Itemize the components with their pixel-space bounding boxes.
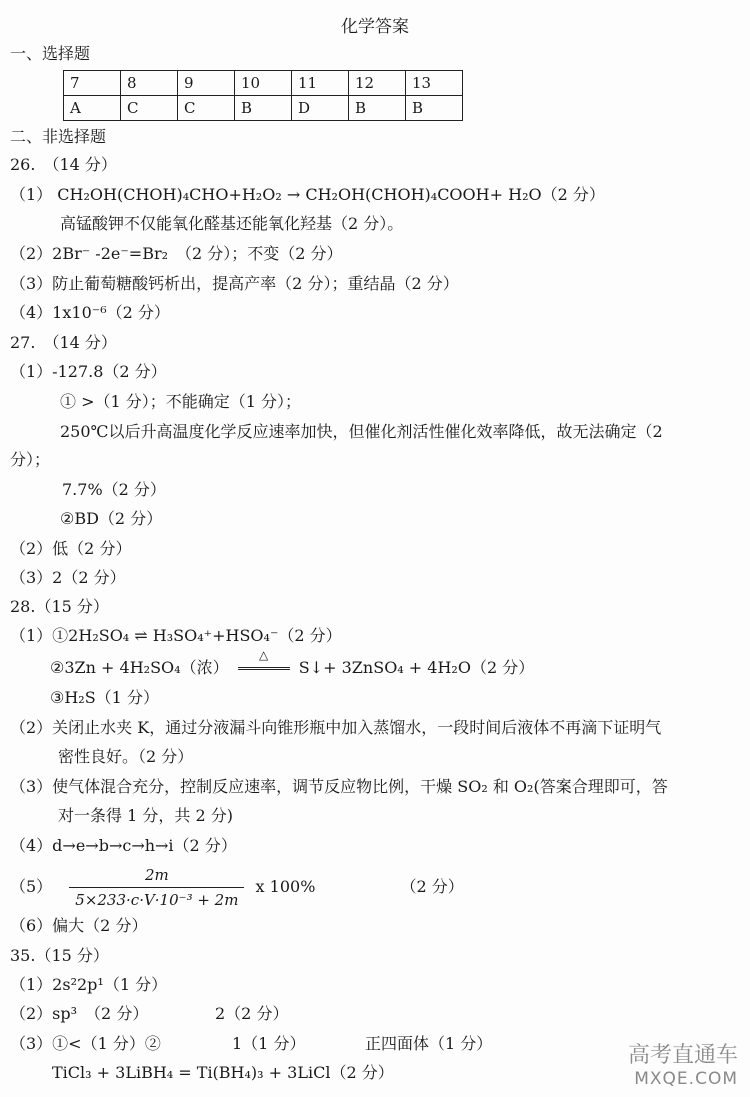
q35-heading: 35.（15 分）: [10, 946, 109, 965]
q26-part2: （2）2Br⁻ -2e⁻=Br₂ （2 分）；不变（2 分）: [10, 244, 343, 263]
q28-part2-a: （2）关闭止水夹 K，通过分液漏斗向锥形瓶中加入蒸馏水，一段时间后液体不再滴下证明气: [10, 718, 662, 737]
table-cell: 12: [349, 71, 406, 96]
fraction-numerator: 2m: [69, 865, 244, 888]
q28-part1-b-left: ②3Zn + 4H₂SO₄（浓）: [50, 658, 229, 677]
q26-part1-eq-right: CH₂OH(CHOH)₄COOH+ H₂O（2 分）: [305, 185, 605, 204]
watermark-line2: MXQE.COM: [634, 1069, 738, 1089]
q28-part5-label: （5）: [10, 877, 53, 896]
q26-part1-label: （1）: [10, 185, 53, 204]
table-row-answers: [64, 96, 463, 121]
table-cell: 7: [64, 71, 121, 96]
table-cell: B: [349, 96, 406, 121]
q27-part1-b: 250℃以后升高温度化学反应速率加快，但催化剂活性催化效率降低，故无法确定（2: [60, 422, 663, 441]
q35-part1: （1）2s²2p¹（1 分）: [10, 975, 168, 994]
q26-part1-line2: 高锰酸钾不仅能氧化醛基还能氧化羟基（2 分）。: [60, 214, 404, 233]
q28-part1-a: （1）①2H₂SO₄ ⇌ H₃SO₄⁺+HSO₄⁻（2 分）: [10, 626, 342, 645]
q35-part3-a: （3）①<（1 分）②: [10, 1034, 161, 1053]
q26-part1-eq-left: CH₂OH(CHOH)₄CHO+H₂O₂: [57, 185, 282, 204]
table-cell: D: [292, 96, 349, 121]
arrow-icon: →: [286, 185, 301, 204]
q27-part3: （3）2（2 分）: [10, 568, 126, 587]
table-cell: C: [121, 96, 178, 121]
q28-part5-score: （2 分）: [400, 877, 464, 896]
table-cell: B: [235, 96, 292, 121]
q28-part2-b: 密性良好。（2 分）: [58, 747, 194, 766]
table-row-numbers: [64, 71, 463, 96]
q28-part5: [10, 864, 464, 910]
equals-sign: [238, 667, 290, 670]
q35-part3-b: 1（1 分）: [232, 1034, 306, 1053]
q27-part1-a: ① >（1 分）；不能确定（1 分）；: [60, 392, 302, 411]
q26-part3: （3）防止葡萄糖酸钙析出，提高产率（2 分）；重结晶（2 分）: [10, 274, 459, 293]
q28-part6: （6）偏大（2 分）: [10, 916, 148, 935]
heat-condition-icon: △: [259, 648, 269, 662]
watermark-line1: 高考直通车: [627, 1043, 738, 1068]
table-cell: 8: [121, 71, 178, 96]
q26-heading: 26. （14 分）: [10, 155, 117, 174]
q28-part1-b: [50, 648, 535, 678]
q27-part1-d: 7.7%（2 分）: [62, 480, 166, 499]
q35-part2-b: 2（2 分）: [215, 1004, 289, 1023]
table-cell: C: [178, 96, 235, 121]
section-heading-choice: 一、选择题: [10, 44, 91, 63]
watermark: [628, 1038, 738, 1089]
q28-part1-b-right: S↓+ 3ZnSO₄ + 4H₂O（2 分）: [298, 658, 535, 677]
q35-part2-a: （2）sp³ （2 分）: [10, 1004, 149, 1023]
q28-part5-multiplier: x 100%: [255, 877, 316, 896]
table-cell: 13: [406, 71, 463, 96]
q27-heading: 27. （14 分）: [10, 333, 117, 352]
table-cell: A: [64, 96, 121, 121]
q26-part4: （4）1x10⁻⁶（2 分）: [10, 303, 170, 322]
q28-part4: （4）d→e→b→c→h→i（2 分）: [10, 836, 237, 855]
fraction: [69, 865, 244, 910]
q27-part1-e: ②BD（2 分）: [60, 509, 163, 528]
q35-part3-c: 正四面体（1 分）: [365, 1034, 493, 1053]
q27-part1: （1）-127.8（2 分）: [10, 362, 167, 381]
fraction-denominator: 5×233·c·V·10⁻³ + 2m: [75, 891, 239, 909]
table-cell: 11: [292, 71, 349, 96]
section-heading-nonchoice: 二、非选择题: [10, 127, 107, 146]
q28-part3-a: （3）使气体混合充分，控制反应速率，调节反应物比例，干燥 SO₂ 和 O₂(答案合理即可，答: [10, 777, 668, 796]
table-cell: B: [406, 96, 463, 121]
q27-part2: （2）低（2 分）: [10, 539, 132, 558]
page-title: 化学答案: [341, 17, 409, 37]
table-cell: 9: [178, 71, 235, 96]
q28-part3-b: 对一条得 1 分，共 2 分): [58, 806, 233, 825]
q28-part1-c: ③H₂S（1 分）: [50, 688, 159, 707]
answer-table: [63, 70, 463, 121]
table-cell: 10: [235, 71, 292, 96]
q26-part1: [10, 185, 605, 205]
q28-heading: 28.（15 分）: [10, 597, 109, 616]
q35-part3-d: TiCl₃ + 3LiBH₄ = Ti(BH₄)₃ + 3LiCl（2 分）: [52, 1063, 394, 1082]
heat-arrow: [234, 648, 294, 678]
q27-part1-c: 分）；: [10, 450, 51, 469]
